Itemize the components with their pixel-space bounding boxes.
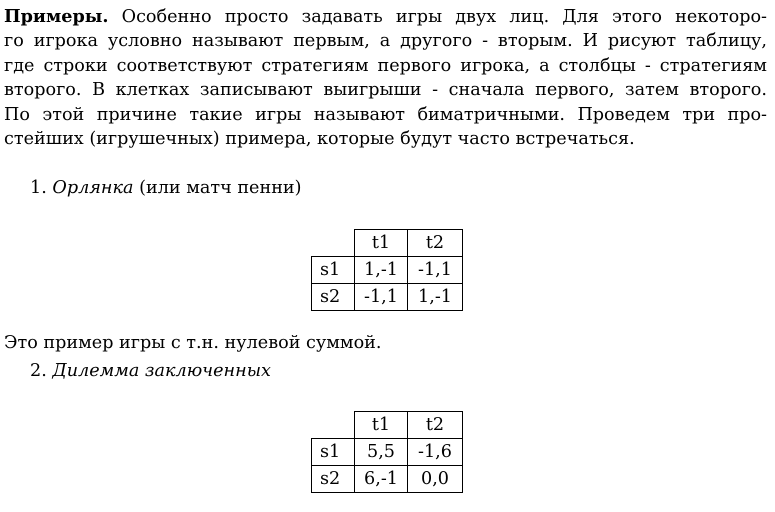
example-1-heading — [30, 176, 302, 200]
intro-line-6: стейших (игрушечных) примера, которые будут часто встречаться. — [4, 128, 635, 149]
table-row — [312, 257, 463, 284]
zero-sum-note: Это пример игры с т.н. нулевой суммой. — [4, 333, 382, 353]
prisoners-dilemma-table — [311, 411, 463, 493]
payoff-cell: -1,1 — [355, 284, 408, 311]
table-corner-cell — [312, 412, 355, 439]
table-header-row — [312, 412, 463, 439]
intro-line-5: По этой причине такие игры называют биматричными. Проведем три про- — [4, 104, 767, 125]
payoff-cell: 5,5 — [355, 439, 408, 466]
intro-line-1-text: Особенно просто задавать игры двух лиц. Для этого некоторо- — [108, 7, 767, 27]
example-2-heading — [30, 359, 271, 383]
column-header: t1 — [355, 412, 408, 439]
row-header: s1 — [312, 257, 355, 284]
table-row — [312, 439, 463, 466]
example-1-number: 1. — [30, 178, 47, 198]
payoff-cell: -1,6 — [408, 439, 463, 466]
payoff-cell: 1,-1 — [408, 284, 463, 311]
row-header: s1 — [312, 439, 355, 466]
table-header-row — [312, 230, 463, 257]
column-header: t1 — [355, 230, 408, 257]
example-1-title: Орлянка — [52, 178, 134, 198]
column-header: t2 — [408, 230, 463, 257]
intro-line-3: где строки соответствуют стратегиям первого игрока, а столбцы - стратегиям — [4, 55, 767, 76]
payoff-cell: -1,1 — [408, 257, 463, 284]
column-header: t2 — [408, 412, 463, 439]
payoff-cell: 0,0 — [408, 466, 463, 493]
example-2-number: 2. — [30, 361, 47, 381]
table-corner-cell — [312, 230, 355, 257]
table-row — [312, 284, 463, 311]
intro-line-1 — [4, 5, 767, 29]
intro-line-4: второго. В клетках записывают выигрыши - сначала первого, затем второго. — [4, 80, 767, 101]
table-row — [312, 466, 463, 493]
examples-heading: Примеры. — [4, 6, 109, 27]
intro-line-2: го игрока условно называют первым, а другого - вторым. И рисуют таблицу, — [4, 31, 767, 52]
row-header: s2 — [312, 466, 355, 493]
payoff-cell: 1,-1 — [355, 257, 408, 284]
intro-paragraph — [4, 5, 767, 151]
payoff-cell: 6,-1 — [355, 466, 408, 493]
example-2-title: Дилемма заключенных — [52, 361, 271, 381]
example-1-subtitle: (или матч пенни) — [133, 178, 302, 198]
matching-pennies-table — [311, 229, 463, 311]
row-header: s2 — [312, 284, 355, 311]
